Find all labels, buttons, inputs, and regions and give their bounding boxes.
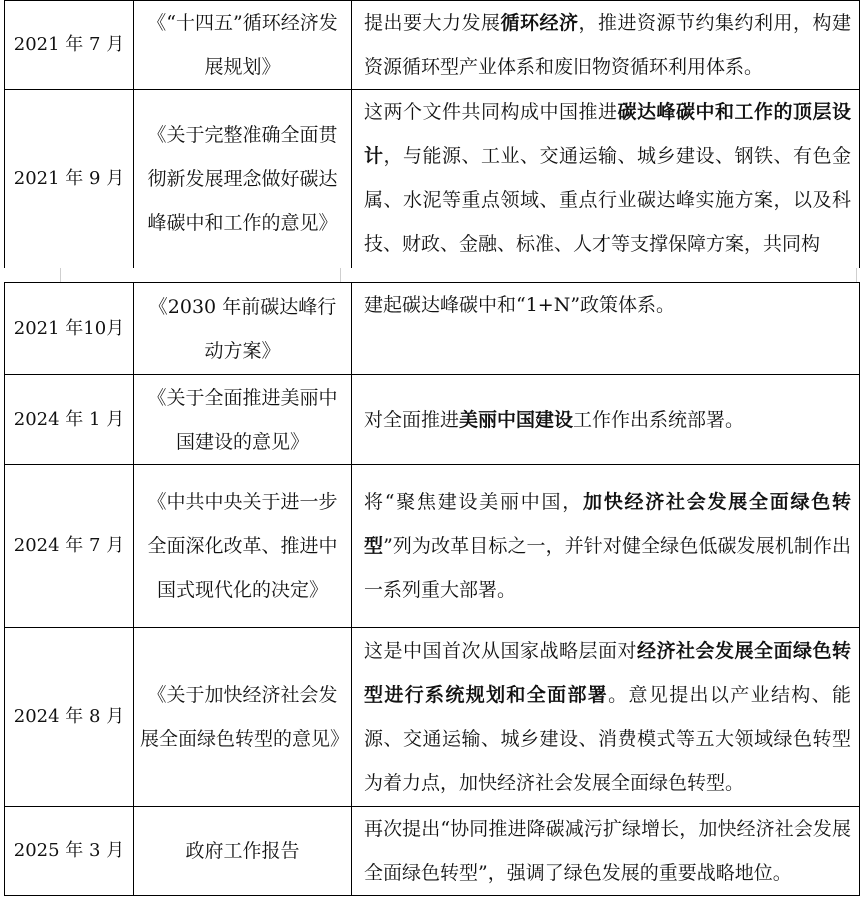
description-run: 再次提出“协同推进降碳减污扩绿增长，加快经济社会发展全面绿色转型”，强调了绿色发展的重要战略地位。	[364, 818, 851, 884]
document-title-cell: 《2030 年前碳达峰行动方案》	[134, 283, 352, 375]
date-cell: 2024 年 1 月	[5, 375, 134, 465]
description-run: ”列为改革目标之一，并针对健全绿色低碳发展机制作出一系列重大部署。	[364, 535, 851, 601]
date-cell: 2024 年 8 月	[5, 628, 134, 807]
description-cell	[352, 465, 860, 628]
description-emphasis: 加快经济社会发展全面绿色转型	[364, 491, 851, 557]
date-cell: 2021 年 9 月	[5, 90, 134, 269]
table-row	[5, 283, 860, 375]
date-cell: 2021 年 7 月	[5, 1, 134, 90]
policy-table-part-1	[4, 0, 860, 269]
document-title-cell: 《中共中央关于进一步全面深化改革、推进中国式现代化的决定》	[134, 465, 352, 628]
description-run: 工作作出系统部署。	[573, 408, 745, 431]
description-run: 这两个文件共同构成中国推进	[364, 101, 618, 123]
policy-table-part-2	[4, 282, 860, 896]
table-row	[5, 375, 860, 465]
document-title-cell: 政府工作报告	[134, 807, 352, 896]
document-title-cell: 《关于加快经济社会发展全面绿色转型的意见》	[134, 628, 352, 807]
description-run: 将“聚焦建设美丽中国，	[364, 491, 583, 513]
date-cell: 2021 年10月	[5, 283, 134, 375]
description-cell	[352, 628, 860, 807]
document-title-cell: 《关于完整准确全面贯彻新发展理念做好碳达峰碳中和工作的意见》	[134, 90, 352, 269]
description-emphasis: 碳达峰碳中和工作的顶层设计	[364, 101, 851, 167]
table-row	[5, 90, 860, 269]
document-title-cell: 《关于全面推进美丽中国建设的意见》	[134, 375, 352, 465]
description-cell	[352, 375, 860, 465]
page-break	[0, 268, 860, 282]
table-row	[5, 628, 860, 807]
description-cell	[352, 283, 860, 375]
table-row	[5, 465, 860, 628]
document-title-cell: 《“十四五”循环经济发展规划》	[134, 1, 352, 90]
page-break-tick	[340, 268, 341, 282]
description-run: 对全面推进	[364, 408, 460, 431]
page-break-tick	[60, 268, 61, 282]
description-emphasis: 循环经济	[500, 12, 579, 34]
date-cell: 2025 年 3 月	[5, 807, 134, 896]
table-row	[5, 807, 860, 896]
description-text	[364, 90, 851, 266]
description-run: 。意见提出以产业结构、能源、交通运输、城乡建设、消费模式等五大领域绿色转型为着力点，加快经济社会发展全面绿色转型。	[364, 684, 851, 794]
description-cell	[352, 1, 860, 90]
description-emphasis: 美丽中国建设	[459, 408, 574, 431]
description-run: 这是中国首次从国家战略层面对	[364, 640, 637, 662]
description-cell	[352, 90, 860, 269]
description-run: 提出要大力发展	[364, 12, 501, 34]
description-run: ，与能源、工业、交通运输、城乡建设、钢铁、有色金属、水泥等重点领域、重点行业碳达峰实施方案，以及科技、财政、金融、标准、人才等支撑保障方案，共同构	[364, 145, 851, 255]
page-break-tick	[856, 268, 857, 282]
description-run: ，推进资源节约集约利用，构建资源循环型产业体系和废旧物资循环利用体系。	[364, 12, 851, 78]
description-emphasis: 经济社会发展全面绿色转型进行系统规划和全面部署	[364, 640, 851, 706]
table-row	[5, 1, 860, 90]
date-cell: 2024 年 7 月	[5, 465, 134, 628]
description-run: 建起碳达峰碳中和“1+N”政策体系。	[364, 294, 676, 316]
description-cell	[352, 807, 860, 896]
